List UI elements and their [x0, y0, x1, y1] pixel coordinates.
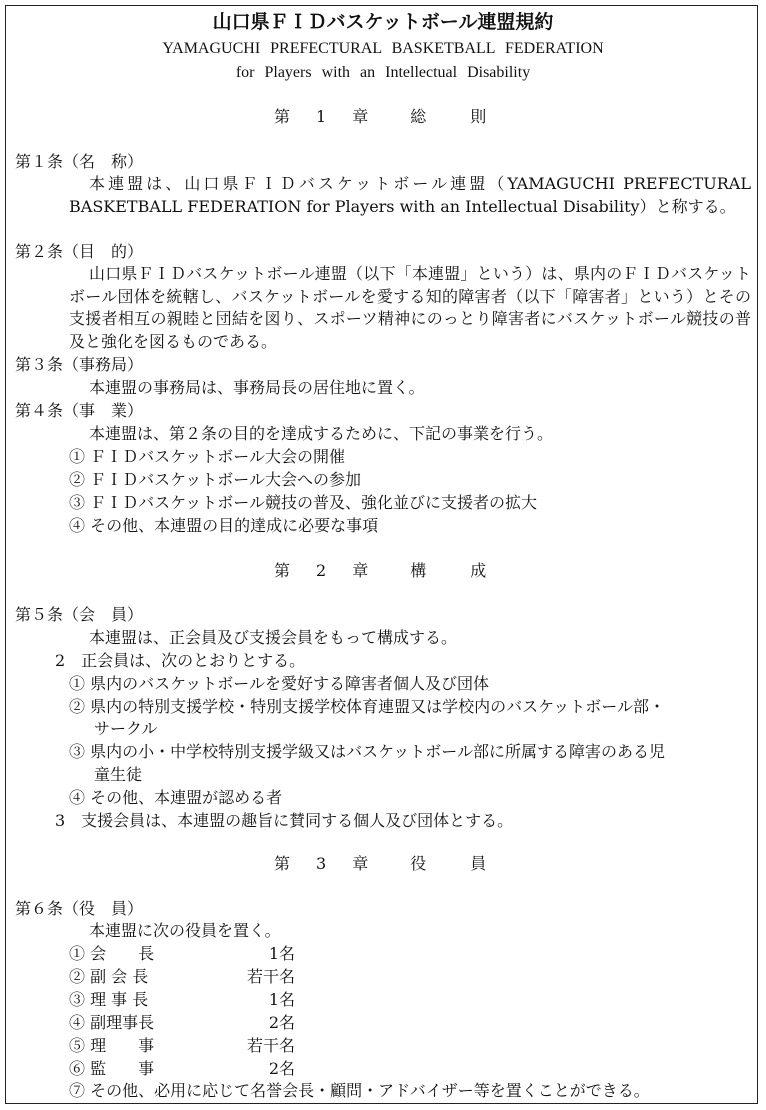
chapter-2-heading: 第 2 章 構 成: [274, 561, 487, 580]
chapter-1-heading: 第 1 章 総 則: [274, 107, 487, 126]
article-2-body: 山口県ＦＩＤバスケットボール連盟（以下「本連盟」という）は、県内のＦＩＤバスケットボール団体を統轄し、バスケットボールを愛する知的障害者（以下「障害者」という）とその支援者相互の親睦と団結を図り、スポーツ精神にのっとり障害者にバスケットボール競技の普及と強化を図るものである。: [69, 264, 751, 352]
article-5-item-continuation: 童生徒: [94, 765, 143, 784]
article-5-paragraph-2: 2 正会員は、次のとおりとする。: [55, 651, 306, 670]
article-1-heading: 第１条（名 称）: [15, 152, 144, 171]
article-1-body: 本連盟は、山口県ＦＩＤバスケットボール連盟（YAMAGUCHI PREFECTURAL BASKETBALL FEDERATION for Players with an Intellectual Disability）と称する。: [69, 174, 751, 216]
article-3-body: 本連盟の事務局は、事務局長の居住地に置く。: [89, 378, 425, 397]
article-5-item: ④ その他、本連盟が認める者: [69, 788, 283, 807]
officer-row: ⑥ 監 事 2名: [69, 1059, 295, 1078]
article-6-body: 本連盟に次の役員を置く。: [89, 921, 281, 940]
article-5-item: ② 県内の特別支援学校・特別支援学校体育連盟又は学校内のバスケットボール部・: [69, 697, 665, 716]
article-2-heading: 第２条（目 的）: [15, 242, 144, 261]
article-6-other-officers: ⑦ その他、必用に応じて名誉会長・顧問・アドバイザー等を置くことができる。: [69, 1081, 650, 1100]
article-4-body: 本連盟は、第２条の目的を達成するために、下記の事業を行う。: [89, 424, 554, 443]
officer-row: ④ 副理事長 2名: [69, 1013, 295, 1032]
article-5-item: ① 県内のバスケットボールを愛好する障害者個人及び団体: [69, 674, 489, 693]
article-3-heading: 第３条（事務局）: [15, 355, 144, 374]
article-6-heading: 第６条（役 員）: [15, 899, 144, 918]
officer-row: ① 会 長 1名: [69, 944, 295, 963]
english-title-line-1: YAMAGUCHI PREFECTURAL BASKETBALL FEDERATION: [162, 40, 604, 57]
article-4-item: ① ＦＩＤバスケットボール大会の開催: [69, 447, 345, 466]
article-4-item: ② ＦＩＤバスケットボール大会への参加: [69, 470, 361, 489]
article-5-item: ③ 県内の小・中学校特別支援学級又はバスケットボール部に所属する障害のある児: [69, 742, 665, 761]
article-5-heading: 第５条（会 員）: [15, 605, 144, 624]
document-title: 山口県ＦＩＤバスケットボール連盟規約: [212, 11, 554, 33]
officer-row: ③ 理 事 長 1名: [69, 990, 295, 1009]
article-4-item: ④ その他、本連盟の目的達成に必要な事項: [69, 516, 379, 535]
article-4-item: ③ ＦＩＤバスケットボール競技の普及、強化並びに支援者の拡大: [69, 493, 537, 512]
article-5-paragraph-3: 3 支援会員は、本連盟の趣旨に賛同する個人及び団体とする。: [55, 811, 514, 830]
article-5-item-continuation: サークル: [94, 719, 158, 738]
chapter-3-heading: 第 3 章 役 員: [274, 854, 487, 873]
english-title-line-2: for Players with an Intellectual Disability: [235, 64, 531, 81]
article-5-body: 本連盟は、正会員及び支援会員をもって構成する。: [89, 628, 458, 647]
officer-row: ⑤ 理 事 若干名: [69, 1036, 295, 1055]
article-4-heading: 第４条（事 業）: [15, 401, 144, 420]
officer-row: ② 副 会 長 若干名: [69, 967, 295, 986]
